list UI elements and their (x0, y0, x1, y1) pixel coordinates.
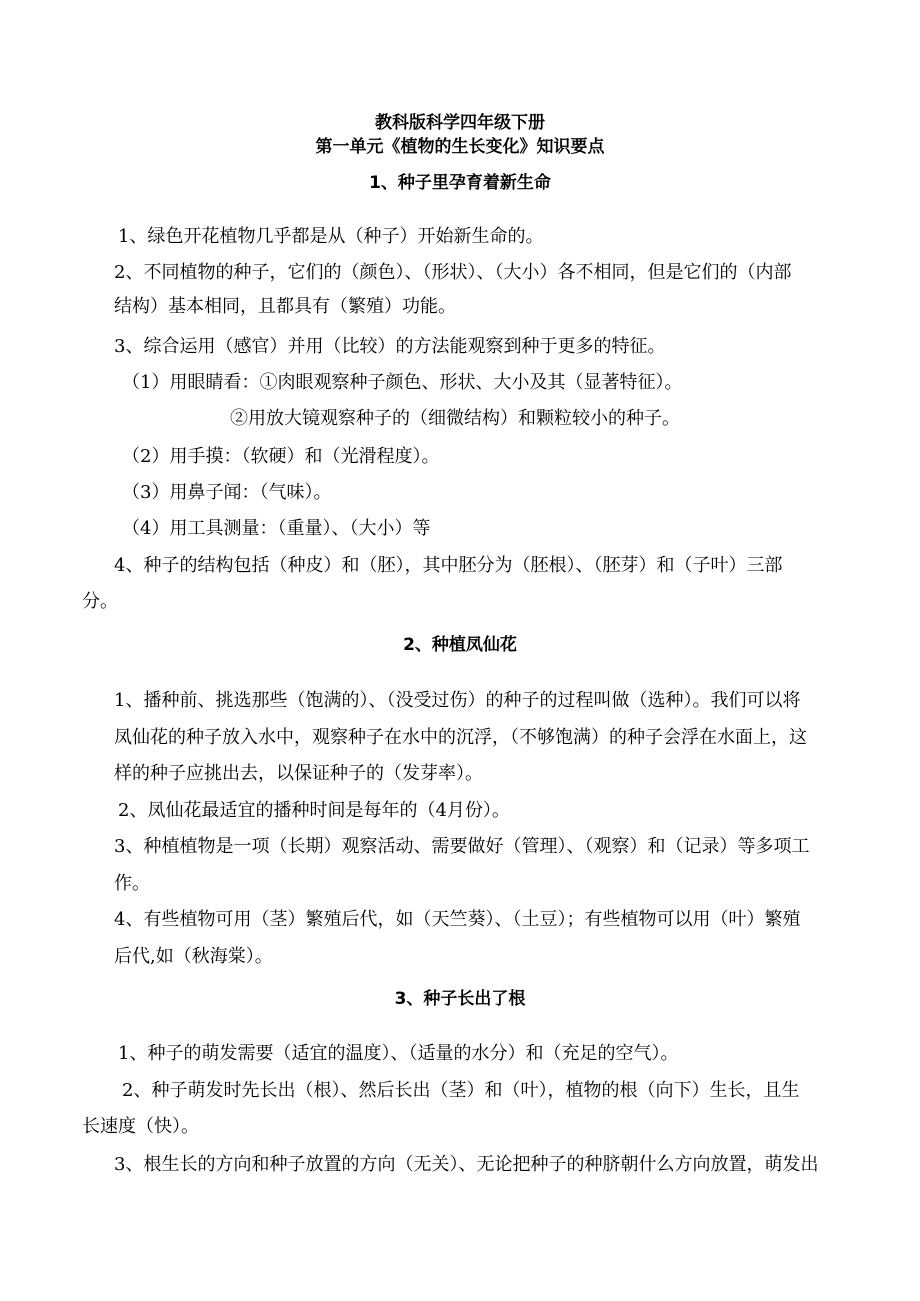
paragraph-line: 2、凤仙花最适宜的播种时间是每年的（4月份）。 (118, 800, 510, 821)
section-2-heading: 2、种植凤仙花 (403, 635, 517, 655)
paragraph-line: 结构）基本相同，且都具有（繁殖）功能。 (114, 296, 456, 317)
unit-title: 第一单元《植物的生长变化》知识要点 (315, 137, 605, 157)
paragraph-line: 2、不同植物的种子，它们的（颜色）、（形状）、（大小）各不相同，但是它们的（内部 (114, 262, 792, 283)
paragraph-line: 长速度（快）。 (82, 1116, 199, 1137)
paragraph-line: ②用放大镜观察种子的（细微结构）和颗粒较小的种子。 (230, 408, 680, 429)
paragraph-line: 2、种子萌发时先长出（根）、然后长出（茎）和（叶），植物的根（向下）生长，且生 (122, 1080, 800, 1101)
paragraph-line: 3、综合运用（感官）并用（比较）的方法能观察到种于更多的特征。 (114, 336, 666, 357)
section-3-heading: 3、种子长出了根 (394, 989, 526, 1009)
doc-title: 教科版科学四年级下册 (375, 113, 545, 133)
paragraph-line: （3）用鼻子闻：（气味）。 (122, 482, 332, 503)
paragraph-line: 3、种植植物是一项（长期）观察活动、需要做好（管理）、（观察）和（记录）等多项工 (114, 836, 810, 857)
paragraph-line: （2）用手摸：（软硬）和（光滑程度）。 (122, 446, 440, 467)
paragraph-line: 凤仙花的种子放入水中，观察种子在水中的沉浮，（不够饱满）的种子会浮在水面上，这 (114, 727, 807, 748)
paragraph-line: 1、种子的萌发需要（适宜的温度）、（适量的水分）和（充足的空气）。 (118, 1043, 679, 1064)
paragraph-line: （1）用眼睛看：①肉眼观察种子颜色、形状、大小及其（显著特征）。 (122, 372, 683, 393)
paragraph-line: （4）用工具测量：（重量）、（大小）等 (122, 518, 431, 539)
section-1-heading: 1、种子里孕育着新生命 (369, 173, 551, 193)
paragraph-line: 4、种子的结构包括（种皮）和（胚），其中胚分为（胚根）、（胚芽）和（子叶）三部 (114, 555, 783, 576)
paragraph-line: 分。 (82, 591, 118, 612)
paragraph-line: 4、有些植物可用（茎）繁殖后代，如（天竺葵）、（土豆）；有些植物可以用（叶）繁殖 (114, 909, 801, 930)
paragraph-line: 样的种子应挑出去，以保证种子的（发芽率）。 (114, 763, 483, 784)
paragraph-line: 作。 (114, 873, 150, 894)
paragraph-line: 1、播种前、挑选那些（饱满的）、（没受过伤）的种子的过程叫做（选种）。我们可以将 (114, 690, 801, 711)
paragraph-line: 1、绿色开花植物几乎都是从（种子）开始新生命的。 (118, 226, 544, 247)
paragraph-line: 后代,如（秋海棠）。 (114, 946, 273, 967)
paragraph-line: 3、根生长的方向和种子放置的方向（无关）、无论把种子的种脐朝什么方向放置，萌发出 (114, 1154, 819, 1175)
